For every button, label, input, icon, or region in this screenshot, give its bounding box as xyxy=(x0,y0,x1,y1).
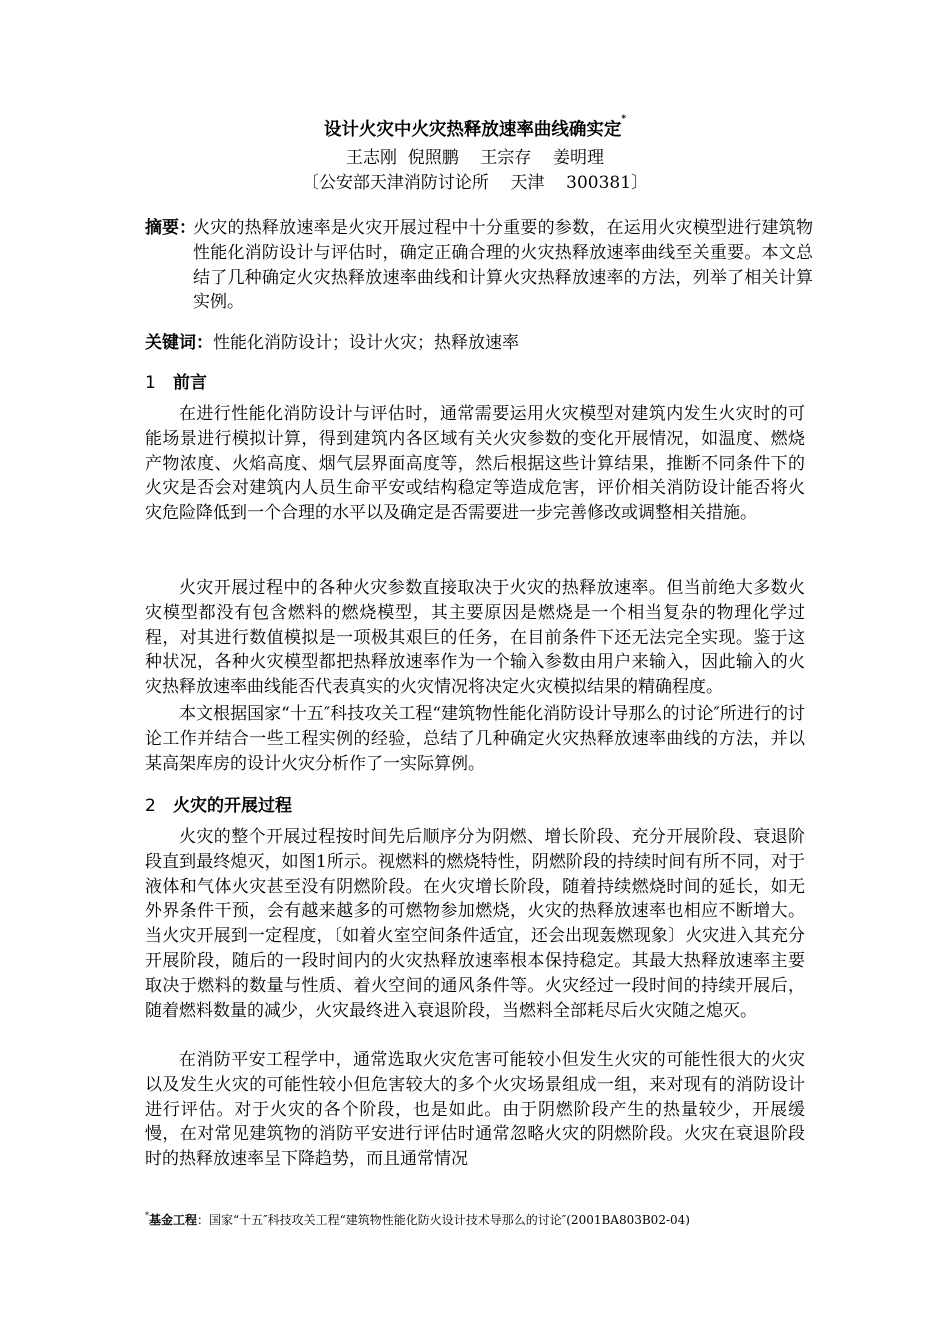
title-footnote-mark: * xyxy=(621,114,627,124)
keywords-text: 性能化消防设计；设计火灾；热释放速率 xyxy=(213,333,519,353)
section-title: 火灾的开展过程 xyxy=(173,796,292,816)
footnote-label: 基金工程 xyxy=(149,1213,198,1227)
abstract-text: 火灾的热释放速率是火灾开展过程中十分重要的参数，在运用火灾模型进行建筑物性能化消防设计与评估时，确定正确合理的火灾热释放速率曲线至关重要。本文总结了几种确定火灾热释放速率曲线和计算火灾热释放速率的方法，列举了相关计算实例。 xyxy=(193,218,813,313)
section-2-paragraph-1: 火灾的整个开展过程按时间先后顺序分为阴燃、增长阶段、充分开展阶段、衰退阶段直到最终熄灭，如图1所示。视燃料的燃烧特性，阴燃阶段的持续时间有所不同，对于液体和气体火灾甚至没有阴燃阶段。在火灾增长阶段，随着持续燃烧时间的延长，如无外界条件干预，会有越来越多的可燃物参加燃烧，火灾的热释放速率也相应不断增大。当火灾开展到一定程度，〔如着火室空间条件适宜，还会出现轰燃现象〕火灾进入其充分开展阶段，随后的一段时间内的火灾热释放速率根本保持稳定。其最大热释放速率主要取决于燃料的数量与性质、着火空间的通风条件等。火灾经过一段时间的持续开展后，随着燃料数量的减少，火灾最终进入衰退阶段，当燃料全部耗尽后火灾随之熄灭。 xyxy=(145,827,805,1021)
keywords xyxy=(145,328,519,353)
section-heading-2 xyxy=(145,791,292,816)
section-1-paragraph-1: 在进行性能化消防设计与评估时，通常需要运用火灾模型对建筑内发生火灾时的可能场景进行模拟计算，得到建筑内各区域有关火灾参数的变化开展情况，如温度、燃烧产物浓度、火焰高度、烟气层界面高度等，然后根据这些计算结果，推断不同条件下的火灾是否会对建筑内人员生命平安或结构稳定等造成危害，评价相关消防设计能否将火灾危险降低到一个合理的水平以及确定是否需要进一步完善修改或调整相关措施。 xyxy=(145,404,805,524)
section-title: 前言 xyxy=(173,373,207,393)
abstract-label: 摘要： xyxy=(145,218,196,238)
footnote-mark: * xyxy=(145,1211,149,1220)
section-heading-1 xyxy=(145,368,207,393)
abstract xyxy=(145,216,813,315)
keywords-label: 关键词： xyxy=(145,333,213,353)
section-2-paragraph-2: 在消防平安工程学中，通常选取火灾危害可能较小但发生火灾的可能性很大的火灾以及发生火灾的可能性较小但危害较大的多个火灾场景组成一组，来对现有的消防设计进行评估。对于火灾的各个阶段，也是如此。由于阴燃阶段产生的热量较少，开展缓慢，在对常见建筑物的消防平安进行评估时通常忽略火灾的阴燃阶段。火灾在衰退阶段时的热释放速率呈下降趋势，而且通常情况 xyxy=(145,1050,805,1170)
section-1-paragraph-2: 火灾开展过程中的各种火灾参数直接取决于火灾的热释放速率。但当前绝大多数火灾模型都没有包含燃料的燃烧模型，其主要原因是燃烧是一个相当复杂的物理化学过程，对其进行数值模拟是一项极其艰巨的任务，在目前条件下还无法完全实现。鉴于这种状况，各种火灾模型都把热释放速率作为一个输入参数由用户来输入，因此输入的火灾热释放速率曲线能否代表真实的火灾情况将决定火灾模拟结果的精确程度。 xyxy=(145,578,805,698)
section-1-paragraph-3: 本文根据国家“十五″科技攻关工程“建筑物性能化消防设计导那么的讨论″所进行的讨论工作并结合一些工程实例的经验，总结了几种确定火灾热释放速率曲线的方法，并以某高架库房的设计火灾分析作了一实际算例。 xyxy=(145,704,805,774)
footnote-text: ：国家“十五″科技攻关工程“建筑物性能化防火设计技术导那么的讨论″(2001BA803B02-04) xyxy=(197,1213,690,1227)
affiliation: 〔公安部天津消防讨论所 天津 300381〕 xyxy=(301,173,649,193)
footnote xyxy=(145,1211,825,1228)
section-number: 1 xyxy=(145,373,156,393)
authors: 王志刚 倪照鹏 王宗存 姜明理 xyxy=(345,148,605,168)
section-number: 2 xyxy=(145,796,156,816)
paper-title-text: 设计火灾中火灾热释放速率曲线确实定 xyxy=(323,120,622,140)
paper-title xyxy=(0,116,950,141)
